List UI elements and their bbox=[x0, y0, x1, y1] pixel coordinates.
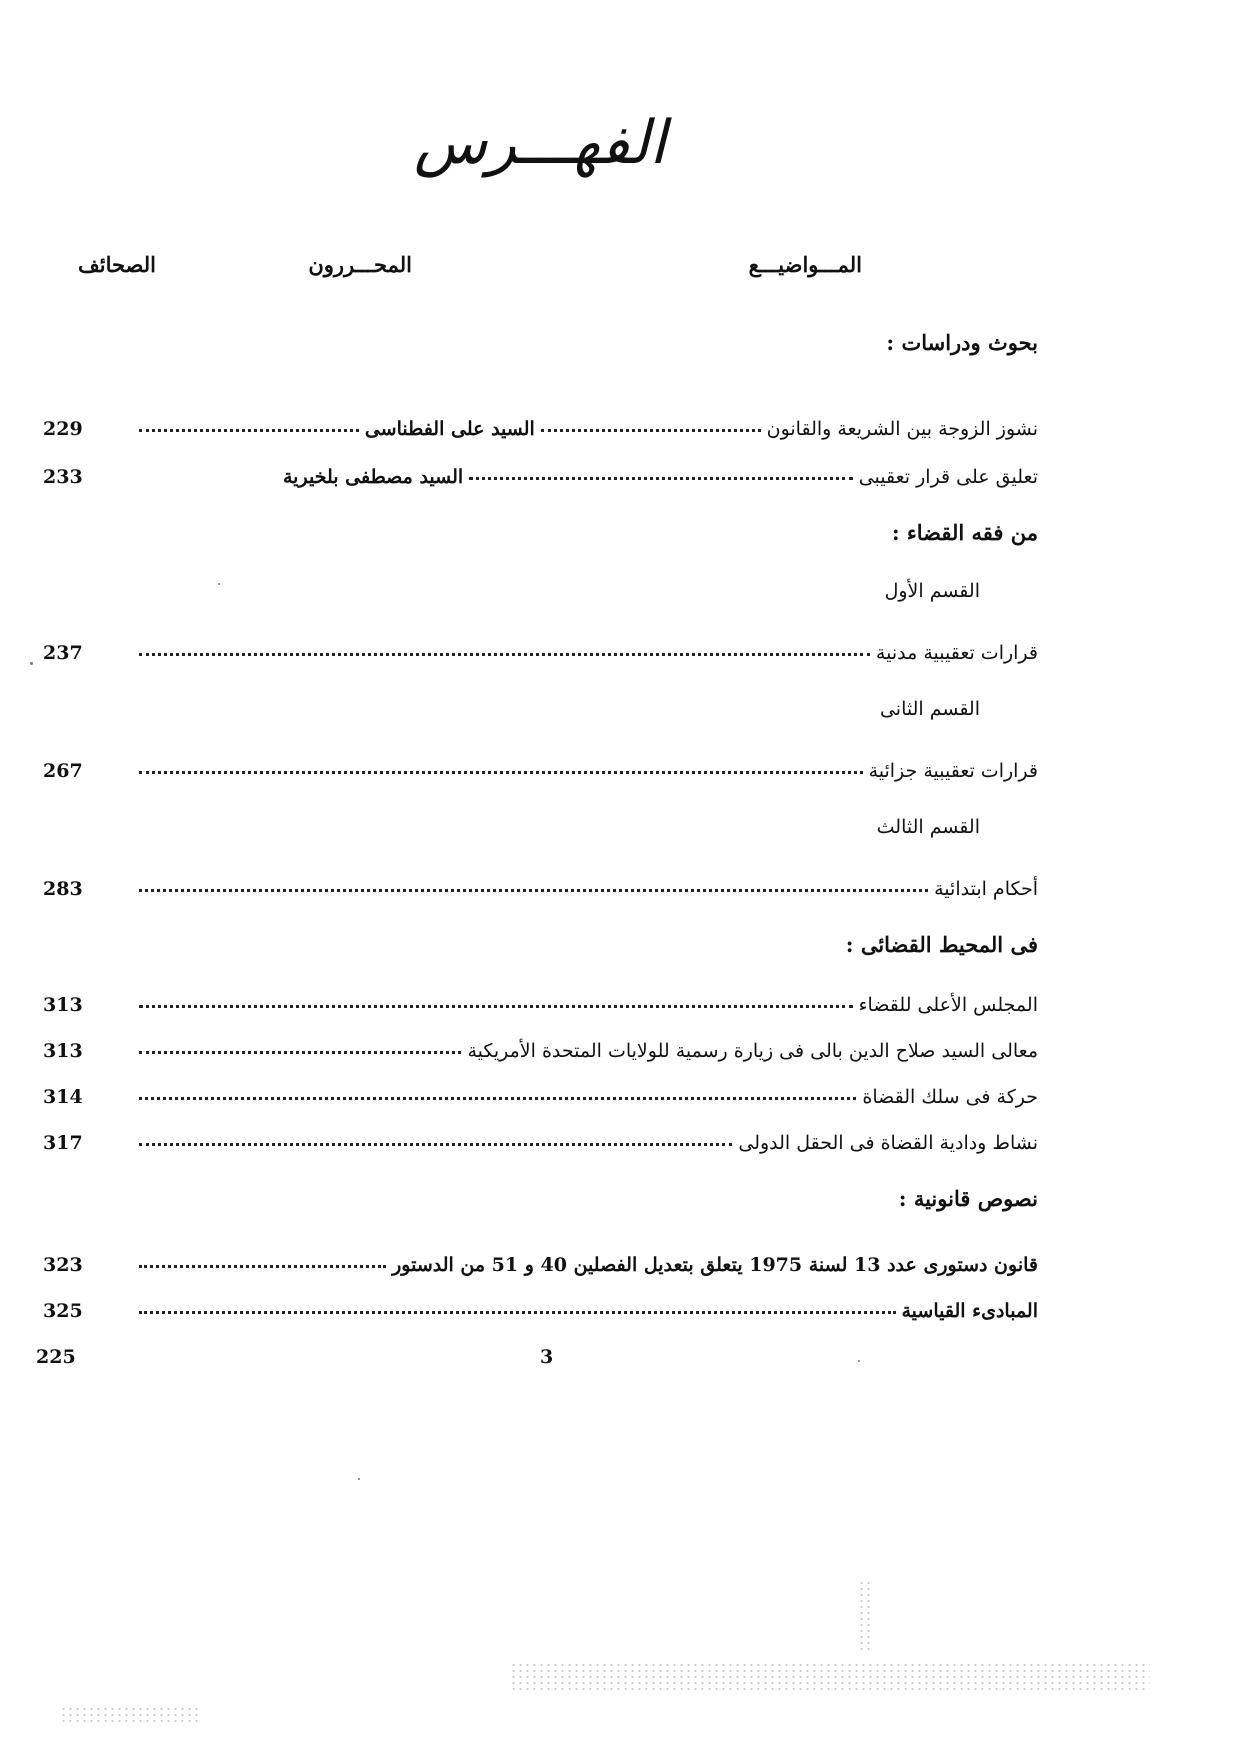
toc-row[interactable] bbox=[43, 1290, 1038, 1322]
dot-leader bbox=[139, 1265, 386, 1268]
toc-topic: قانون دستورى عدد 13 لسنة 1975 يتعلق بتعديل الفصلين 40 و 51 من الدستور bbox=[392, 1254, 1038, 1276]
scan-speck bbox=[358, 1478, 360, 1480]
toc-topic: قرارات تعقيبية جزائية bbox=[868, 760, 1038, 782]
dot-leader bbox=[139, 1311, 896, 1314]
subsection-second: القسم الثانى bbox=[879, 698, 980, 720]
toc-topic: المبادىء القياسية bbox=[901, 1300, 1038, 1322]
section-heading-research: بحوث ودراسات : bbox=[886, 330, 1038, 355]
toc-row[interactable] bbox=[43, 868, 1038, 900]
dot-leader bbox=[139, 1005, 853, 1008]
footer-page-number: 225 bbox=[36, 1346, 76, 1368]
subsection-third: القسم الثالث bbox=[876, 816, 980, 838]
toc-page-number: 325 bbox=[43, 1300, 83, 1322]
page-title: الفهـــرس bbox=[413, 108, 667, 178]
dot-leader bbox=[139, 1051, 461, 1054]
scan-speck bbox=[30, 662, 33, 665]
column-header-pages: الصحائف bbox=[78, 252, 156, 277]
dot-leader bbox=[139, 1143, 732, 1146]
subsection-first: القسم الأول bbox=[884, 580, 980, 602]
column-header-authors: المحـــررون bbox=[308, 252, 412, 277]
toc-page-number: 237 bbox=[43, 642, 83, 664]
toc-page-number: 283 bbox=[43, 878, 83, 900]
toc-row[interactable] bbox=[43, 632, 1038, 664]
scan-noise bbox=[60, 1706, 200, 1722]
dot-leader bbox=[469, 477, 853, 480]
section-heading-judicial-environment: فى المحيط القضائى : bbox=[845, 932, 1038, 957]
dot-leader bbox=[139, 1097, 856, 1100]
footer-issue-number: 3 bbox=[540, 1346, 554, 1368]
dot-leader bbox=[139, 771, 863, 774]
toc-row[interactable] bbox=[43, 750, 1038, 782]
toc-topic: حركة فى سلك القضاة bbox=[862, 1086, 1038, 1108]
dot-leader bbox=[139, 429, 359, 432]
toc-row[interactable] bbox=[43, 1030, 1038, 1062]
toc-topic: قرارات تعقيبية مدنية bbox=[875, 642, 1038, 664]
toc-page-number: 313 bbox=[43, 1040, 83, 1062]
toc-topic: نشوز الزوجة بين الشريعة والقانون bbox=[766, 418, 1038, 440]
toc-topic: المجلس الأعلى للقضاء bbox=[858, 994, 1038, 1016]
toc-row[interactable] bbox=[43, 408, 1038, 440]
toc-author: السيد على الفطناسى bbox=[364, 418, 535, 440]
toc-page-number: 267 bbox=[43, 760, 83, 782]
scan-speck bbox=[858, 1360, 860, 1362]
scan-noise bbox=[510, 1662, 1150, 1692]
toc-row[interactable] bbox=[43, 1076, 1038, 1108]
scan-noise bbox=[858, 1580, 872, 1650]
toc-page-number: 229 bbox=[43, 418, 83, 440]
toc-author: السيد مصطفى بلخيرية bbox=[283, 466, 464, 488]
toc-page-number: 314 bbox=[43, 1086, 83, 1108]
toc-topic: نشاط ودادية القضاة فى الحقل الدولى bbox=[738, 1132, 1038, 1154]
toc-page-number: 233 bbox=[43, 466, 83, 488]
toc-row[interactable] bbox=[43, 456, 1038, 488]
toc-topic: أحكام ابتدائية bbox=[934, 878, 1038, 900]
column-header-topics: المـــواضيـــع bbox=[748, 252, 862, 277]
toc-page-number: 317 bbox=[43, 1132, 83, 1154]
toc-row[interactable] bbox=[43, 1122, 1038, 1154]
scan-speck bbox=[218, 583, 220, 585]
dot-leader bbox=[139, 889, 928, 892]
toc-topic: معالى السيد صلاح الدين بالى فى زيارة رسمية للولايات المتحدة الأمريكية bbox=[467, 1040, 1038, 1062]
toc-page-number: 323 bbox=[43, 1254, 83, 1276]
section-heading-legal-texts: نصوص قانونية : bbox=[898, 1186, 1038, 1211]
section-heading-jurisprudence: من فقه القضاء : bbox=[891, 520, 1038, 545]
toc-row[interactable] bbox=[43, 984, 1038, 1016]
dot-leader bbox=[139, 653, 870, 656]
toc-topic: تعليق على قرار تعقيبى bbox=[858, 466, 1038, 488]
dot-leader bbox=[541, 429, 761, 432]
toc-page-number: 313 bbox=[43, 994, 83, 1016]
toc-row[interactable] bbox=[43, 1244, 1038, 1276]
